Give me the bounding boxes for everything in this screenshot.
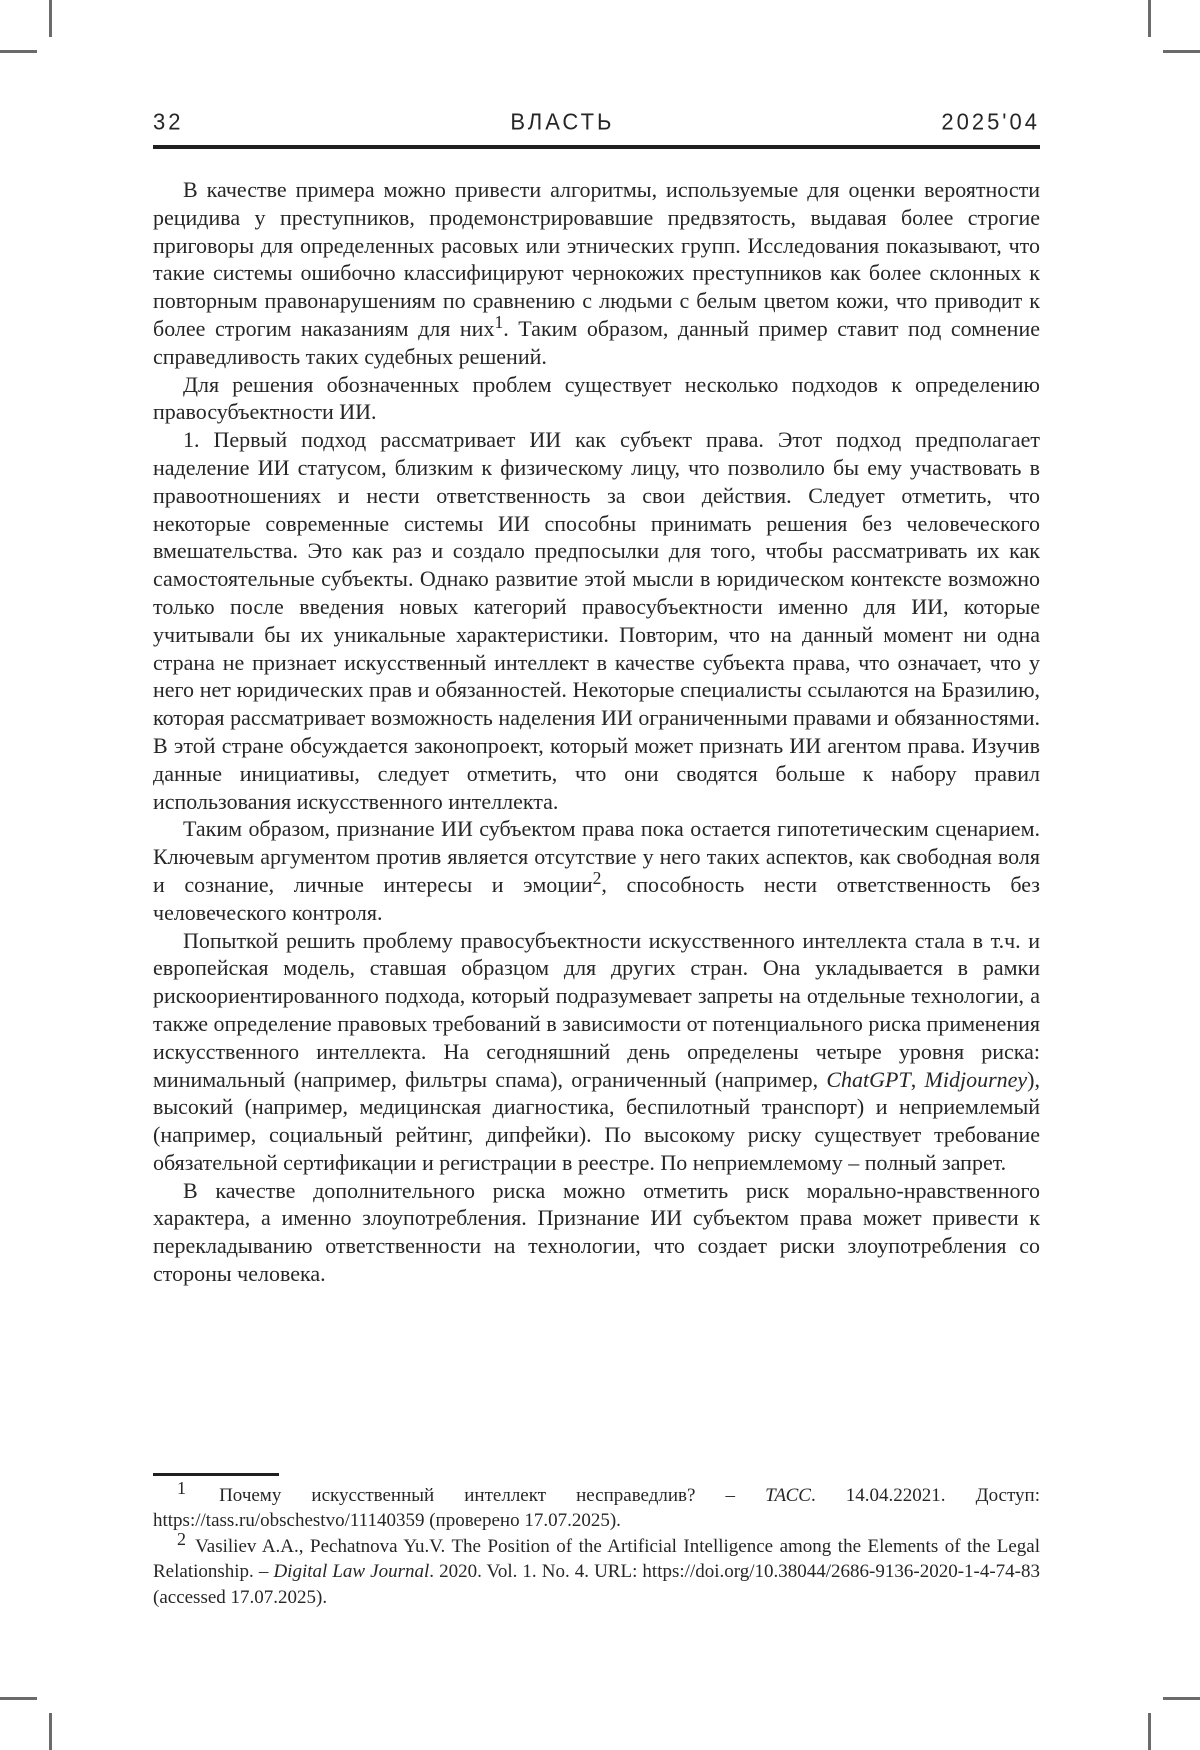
paragraph [153,176,1040,371]
text-segment: , способность нести ответственность без человеческого контроля. [153,871,1040,925]
paragraph [153,426,1040,815]
text-segment: Vasiliev A.A., Pechatnova Yu.V. The Position of the Artificial Intelligence among the Elements of the Legal Relationship. – [153,1535,1040,1583]
text-segment: . 14.04.22021. Доступ: https://tass.ru/obschestvo/11140359 (проверено 17.07.2025). [153,1485,1040,1532]
text-segment: , [910,1066,925,1092]
journal-title: ВЛАСТЬ [510,108,615,135]
crop-mark-bottom-right-horizontal [1163,1697,1200,1700]
crop-mark-bottom-left-horizontal [0,1697,37,1700]
crop-mark-bottom-left-vertical [49,1713,52,1750]
text-segment: 1. Первый подход рассматривает ИИ как субъект права. Этот подход предполагает наделение ИИ статусом, близким к физическому лицу, что позволило бы ему участвовать в правоотношениях и нести ответственность за свои действия. Следует отметить, что некоторые современные системы ИИ способны принимать решения без человеческого вмешательства. Это как раз и создало предпосылки для того, чтобы рассматривать их как самостоятельные субъекты. Однако развитие этой мысли в юридическом контексте возможно только после введения новых категорий правосубъектности именно для ИИ, которые учитывали бы их уникальные характеристики. Повторим, что на данный момент ни одна страна не признает искусственный интеллект в качестве субъекта права, что означает, что у него нет юридических прав и обязанностей. Некоторые специалисты ссылаются на Бразилию, которая рассматривает возможность наделения ИИ ограниченными правами и обязанностями. В этой стране обсуждается законопроект, который может признать ИИ агентом права. Изучив данные инициативы, следует отметить, что они сводятся больше к набору правил использования искусственного интеллекта. [153,427,1040,814]
footnote [153,1477,1040,1534]
article-body [153,176,1040,1288]
crop-mark-top-left-vertical [49,0,52,37]
text-segment: Для решения обозначенных проблем существует несколько подходов к определению правосубъектности ИИ. [153,371,1040,425]
text-segment: ), высокий (например, медицинская диагностика, беспилотный транспорт) и неприемлемый (например, социальный рейтинг, дипфейки). По высокому риску существует требование обязательной сертификации и регистрации в реестре. По неприемлемому – полный запрет. [153,1066,1040,1175]
text-segment: . Таким образом, данный пример ставит под сомнение справедливость таких судебных решений. [153,315,1040,369]
paragraph [153,371,1040,427]
footnotes [153,1477,1041,1610]
footnote-divider [153,1473,279,1476]
text-segment: ТАСС [765,1485,811,1506]
page-number: 32 [153,108,184,135]
footnote-ref: 2 [592,868,602,889]
header-rule [153,145,1040,149]
text-segment: Таким образом, признание ИИ субъектом права пока остается гипотетическим сценарием. Ключевым аргументом против является отсутствие у него таких аспектов, как свободная воля и сознание, личные интересы и эмоции [153,816,1040,897]
paragraph [153,815,1040,926]
text-segment: Digital Law Journal [273,1561,430,1583]
crop-mark-top-left-horizontal [0,50,37,53]
text-segment: В качестве дополнительного риска можно отметить риск морально-нравственного характера, а именно злоупотребления. Признание ИИ субъектом права может привести к перекладыванию ответственности на технологии, что создает риски злоупотребления со стороны человека. [153,1177,1040,1287]
footnote-ref: 2 [177,1528,187,1549]
issue-label: 2025'04 [941,108,1040,135]
footnote [153,1528,1041,1610]
text-segment: . 2020. Vol. 1. No. 4. URL: https://doi.org/10.38044/2686-9136-2020-1-4-74-83 (accessed 17.07.2025). [153,1561,1041,1608]
crop-mark-top-right-horizontal [1163,50,1200,53]
footnote-ref: 1 [177,1477,187,1498]
paragraph [153,927,1040,1177]
crop-mark-bottom-right-vertical [1148,1713,1151,1750]
text-segment: В качестве примера можно привести алгоритмы, используемые для оценки вероятности рецидива у преступников, продемонстрировавшие предвзятость, выдавая более строгие приговоры для определенных расовых или этнических групп. Исследования показывают, что такие системы ошибочно классифицируют чернокожих преступников как более склонных к повторным правонарушениям по сравнению с людьми с белым цветом кожи, что приводит к более строгим наказаниям для них [153,177,1040,341]
text-segment: ChatGPT [826,1066,911,1092]
paragraph [153,1177,1040,1288]
footnote-ref: 1 [494,312,504,333]
text-segment: Midjourney [924,1066,1028,1092]
crop-mark-top-right-vertical [1148,0,1151,37]
text-segment: Почему искусственный интеллект несправедлив? – [189,1485,766,1506]
running-header [153,108,1040,135]
text-segment: Попыткой решить проблему правосубъектности искусственного интеллекта стала в т.ч. и европейская модель, ставшая образцом для других стран. Она укладывается в рамки рискоориентированного подхода, который подразумевает запреты на отдельные технологии, а также определение правовых требований в зависимости от потенциального риска применения искусственного интеллекта. На сегодняшний день определены четыре уровня риска: минимальный (например, фильтры спама), ограниченный (например, [153,927,1040,1092]
